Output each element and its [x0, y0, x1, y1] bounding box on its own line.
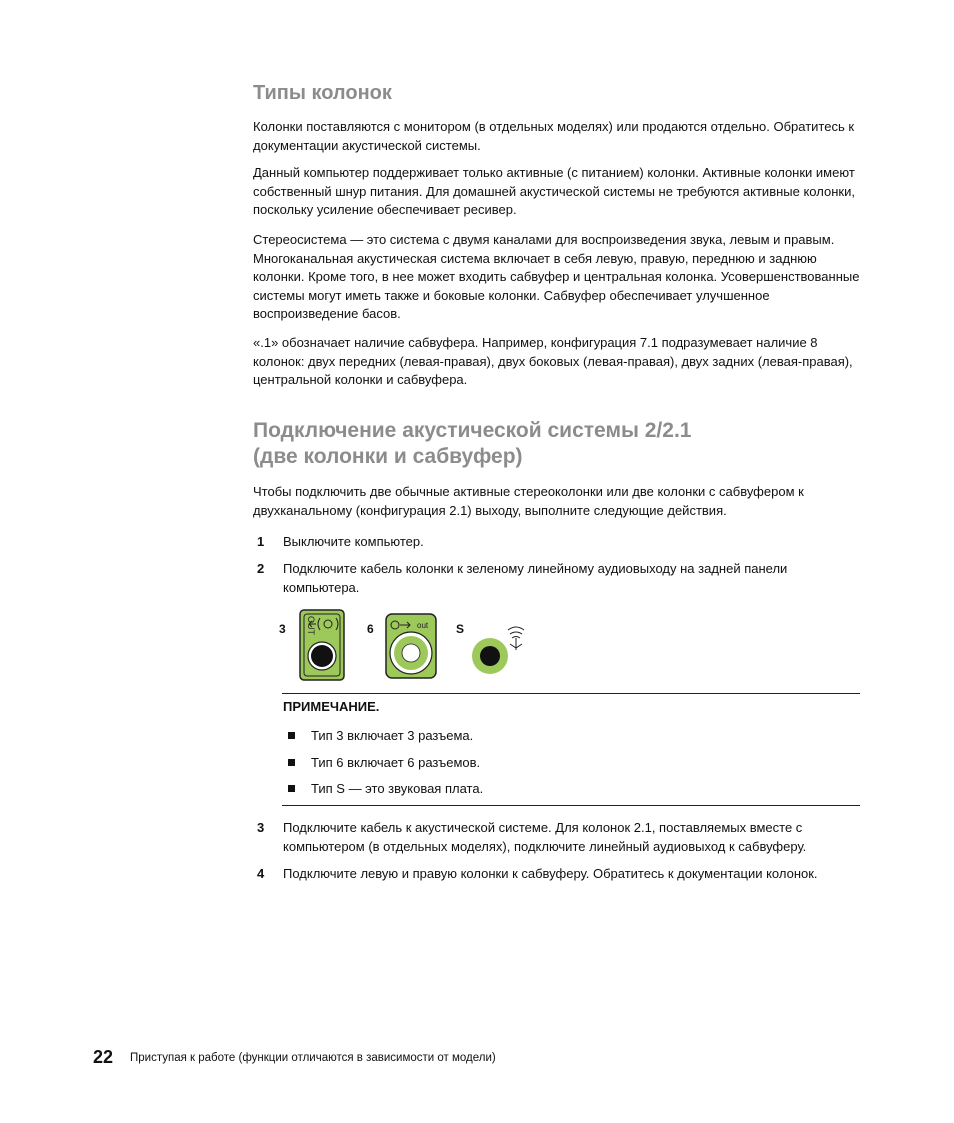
step-text: Выключите компьютер. [283, 534, 424, 549]
note-bullet-text: Тип 6 включает 6 разъемов. [311, 755, 481, 770]
jack-3-out-text: OUT [306, 616, 316, 635]
note-bullet-text: Тип 3 включает 3 разъема. [311, 728, 474, 743]
section-title-line1: Подключение акустической системы 2/2.1 [253, 419, 692, 442]
note-bottom-rule [282, 805, 860, 806]
step-number: 1 [257, 534, 265, 549]
step-number: 3 [257, 820, 265, 835]
paragraph-connect-intro: Чтобы подключить две обычные активные стереоколонки или две колонки с сабвуфером к двухканальному (конфигурация 2.1) выходу, выполните следующие действия. [253, 484, 804, 518]
bullet-square-icon [288, 732, 295, 739]
paragraph-speakers-supply: Колонки поставляются с монитором (в отдельных моделях) или продаются отдельно. Обратитесь к документации акустической системы. [253, 119, 855, 153]
jack-type-6-icon [384, 612, 438, 680]
bullet-square-icon [288, 785, 295, 792]
note-title: ПРИМЕЧАНИЕ. [283, 699, 380, 714]
jack-6-out-text: out [417, 621, 429, 630]
note-bullet-text: Тип S — это звуковая плата. [311, 781, 484, 796]
bullet-square-icon [288, 759, 295, 766]
footer-chapter-title: Приступая к работе (функции отличаются в зависимости от модели) [130, 1052, 496, 1064]
note-bullet-item [288, 780, 848, 798]
paragraph-active-speakers: Данный компьютер поддерживает только активные (с питанием) колонки. Активные колонки имеют собственный шнур питания. Для домашней акустической системы не требуются активные колонки, поскольку усиление обеспечивает ресивер. [253, 165, 855, 217]
step-number: 4 [257, 866, 265, 881]
note-bullet-item [288, 754, 848, 772]
section-title-speaker-types: Типы колонок [253, 82, 392, 104]
step-text: Подключите левую и правую колонки к сабвуферу. Обратитесь к документации колонок. [283, 866, 818, 881]
figure-label-type-6: 6 [367, 622, 374, 636]
paragraph-stereo-multichannel: Стереосистема — это система с двумя каналами для воспроизведения звука, левым и правым. Многоканальная акустическая система включает в себя левую, правую, переднюю и заднюю колонки. Кроме того, в нее может входить сабвуфер и центральная колонка. Усовершенствованные системы могут иметь также и боковые колонки. Сабвуфер обеспечивает улучшенное воспроизведение басов. [253, 232, 860, 321]
note-bullet-item [288, 727, 848, 745]
step-text: Подключите кабель колонки к зеленому линейному аудиовыходу на задней панели компьютера. [283, 561, 788, 595]
section-title-line2: (две колонки и сабвуфер) [253, 445, 523, 468]
step-text: Подключите кабель к акустической системе. Для колонок 2.1, поставляемых вместе с компьютером (в отдельных моделях), подключите линейный аудиовыход к сабвуферу. [283, 820, 807, 854]
figure-label-type-3: 3 [279, 622, 286, 636]
line-out-symbol-icon [508, 627, 524, 650]
jack-type-3-icon [298, 608, 346, 682]
jack-type-s-icon [470, 620, 532, 676]
section-title-connect-2-1 [253, 418, 873, 470]
note-top-rule [282, 693, 860, 694]
figure-label-type-s: S [456, 622, 465, 636]
page-number: 22 [93, 1047, 114, 1067]
paragraph-subwoofer-notation: «.1» обозначает наличие сабвуфера. Например, конфигурация 7.1 подразумевает наличие 8 колонок: двух передних (левая-правая), двух боковых (левая-правая), двух задних (левая-правая), центральной колонки и сабвуфера. [253, 335, 853, 387]
step-number: 2 [257, 561, 265, 576]
